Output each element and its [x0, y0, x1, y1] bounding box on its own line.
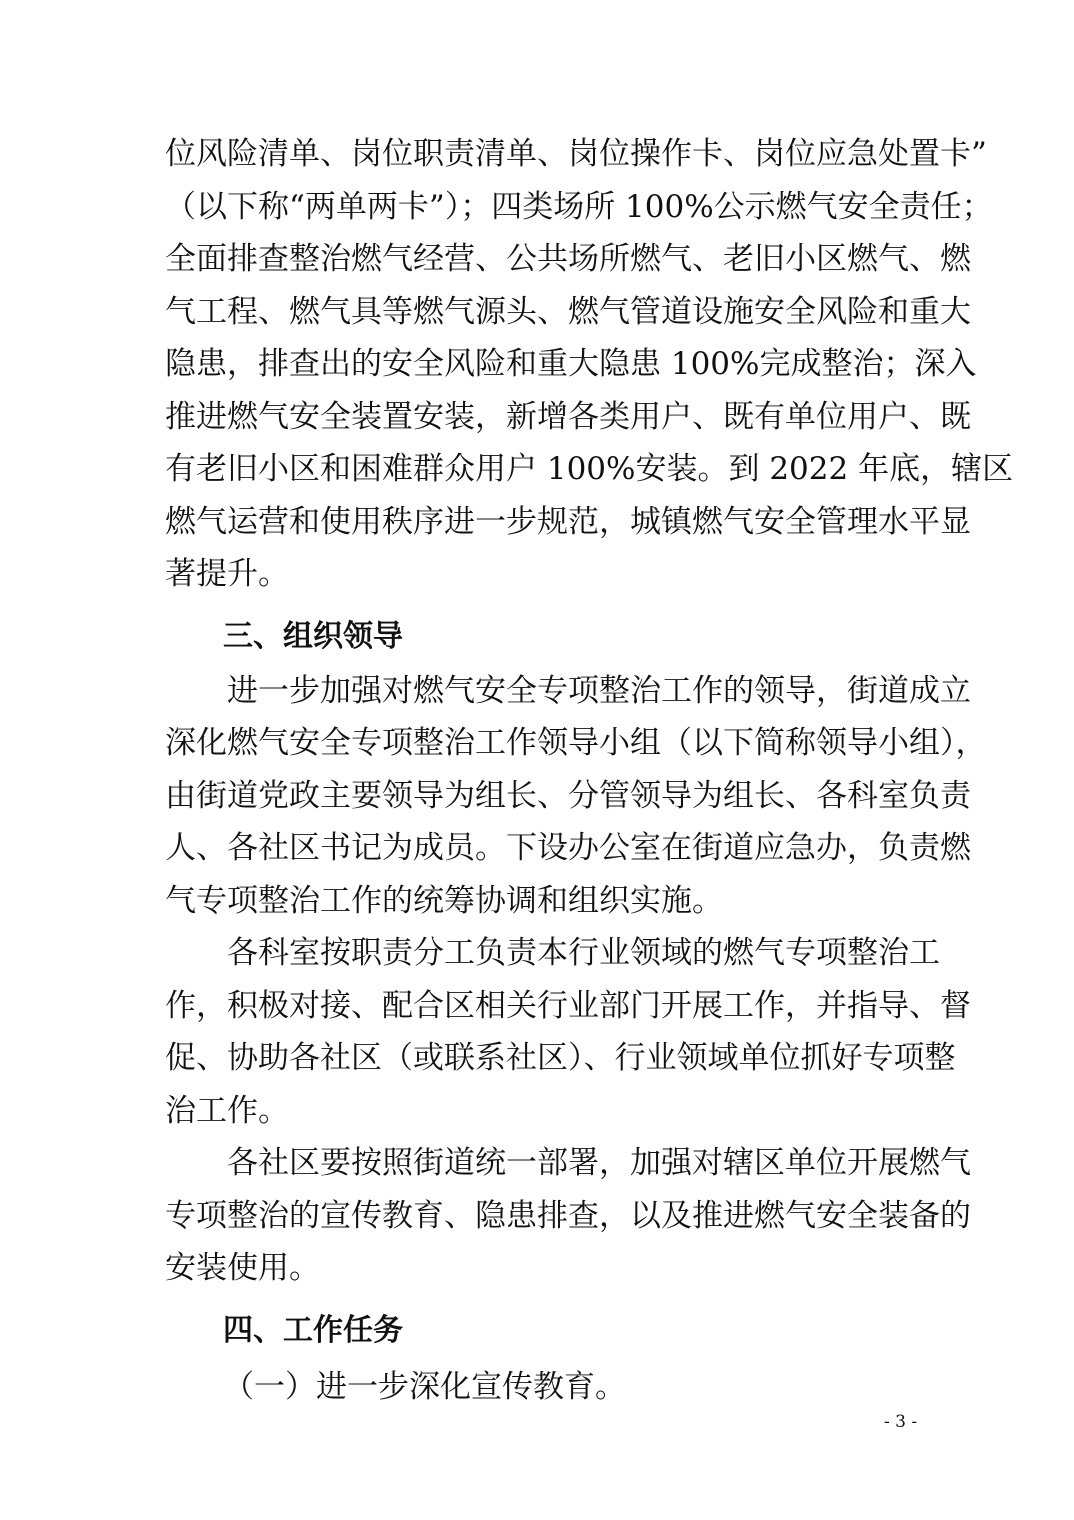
- document-body: [165, 128, 1014, 1415]
- text-line: 由街道党政主要领导为组长、分管领导为组长、各科室负责: [165, 777, 971, 814]
- subsection-heading-education: （一）进一步深化宣传教育。: [223, 1368, 626, 1405]
- paragraph-departments: [165, 927, 971, 1137]
- text-line: 安装使用。: [165, 1250, 320, 1286]
- text-line: 气工程、燃气具等燃气源头、燃气管道设施安全风险和重大: [165, 293, 971, 330]
- text-line: 推进燃气安全装置安装，新增各类用户、既有单位用户、既: [165, 398, 971, 435]
- text-line: 燃气运营和使用秩序进一步规范，城镇燃气安全管理水平显: [165, 503, 971, 540]
- section-heading-organization: 三、组织领导: [223, 618, 403, 654]
- text-line: 著提升。: [165, 556, 289, 592]
- text-line: （以下称“两单两卡”）；四类场所 100%公示燃气安全责任；: [165, 188, 993, 225]
- text-line: 人、各社区书记为成员。下设办公室在街道应急办，负责燃: [165, 830, 971, 866]
- text-line: 各社区要按照街道统一部署，加强对辖区单位开展燃气: [227, 1145, 971, 1181]
- paragraph-leadership: [165, 665, 987, 928]
- text-line: 作，积极对接、配合区相关行业部门开展工作，并指导、督: [165, 987, 971, 1024]
- text-line: 气专项整治工作的统筹协调和组织实施。: [165, 882, 723, 919]
- text-line: 专项整治的宣传教育、隐患排查，以及推进燃气安全装备的: [165, 1197, 971, 1234]
- text-line: 深化燃气安全专项整治工作领导小组（以下简称领导小组），: [165, 725, 987, 761]
- paragraph-risk-goals: [165, 128, 1014, 601]
- text-line: 进一步加强对燃气安全专项整治工作的领导，街道成立: [227, 672, 971, 709]
- text-line: 各科室按职责分工负责本行业领域的燃气专项整治工: [227, 935, 940, 971]
- text-line: 全面排查整治燃气经营、公共场所燃气、老旧小区燃气、燃: [165, 241, 971, 277]
- paragraph-communities: [165, 1137, 971, 1295]
- section-heading-tasks: 四、工作任务: [223, 1312, 403, 1348]
- text-line: 治工作。: [165, 1092, 289, 1129]
- text-line: 位风险清单、岗位职责清单、岗位操作卡、岗位应急处置卡”: [165, 136, 987, 172]
- page-number: - 3 -: [884, 1412, 918, 1432]
- text-line: 隐患，排查出的安全风险和重大隐患 100%完成整治；深入: [165, 346, 977, 382]
- text-line: 有老旧小区和困难群众用户 100%安装。到 2022 年底，辖区: [165, 451, 1014, 487]
- text-line: 促、协助各社区（或联系社区）、行业领域单位抓好专项整: [165, 1040, 956, 1076]
